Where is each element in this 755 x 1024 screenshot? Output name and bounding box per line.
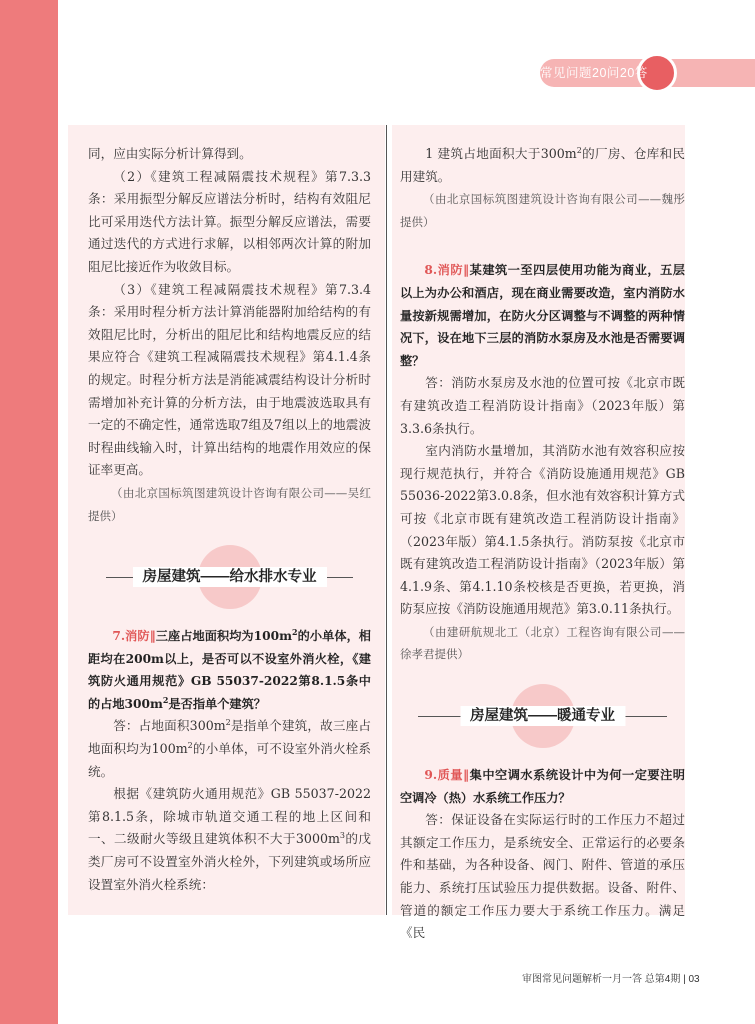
paragraph: （3）《建筑工程减隔震技术规程》第7.3.4条：采用时程分析方法计算消能器附加给结构的有效阻尼比时，分析出的阻尼比和结构地震反应的结果应符合《建筑工程减隔震技术规程》第4.1.4条的规定。时程分析方法是消能减震结构设计分析时需增加补充计算的分析方法，由于地震波选取具有一定的不确定性，通常选取7组及7组以上的地震波时程曲线输入时，计算出结构的地震作用效应的保证率更高。 (88, 281, 371, 478)
question-text: 集中空调水系统设计中为何一定要注明空调冷（热）水系统工作压力？ (400, 768, 685, 805)
question-8 (400, 259, 685, 372)
paragraph: 1 建筑占地面积大于$300m^2$的厂房、仓库和民用建筑。 (400, 145, 686, 184)
paragraph: 同，应由实际分析计算得到。 (88, 146, 252, 161)
section-title: 房屋建筑——给水排水专业 (133, 567, 327, 587)
question-text: 是否指单个建筑？ (168, 696, 266, 711)
answer-paragraph: 根据《建筑防火通用规范》GB 55037-2022第8.1.5条，除城市轨道交通工程的地上区间和一、二级耐火等级且建筑体积不大于$3000m^3$的戊类厂房可不设置室外消火栓外，下列建筑或场所应设置室外消火栓系统： (88, 786, 372, 892)
paragraph-text: 1 建筑占地面积大于300m (425, 146, 577, 161)
right-column (400, 143, 685, 945)
side-color-band (0, 0, 58, 1024)
section-heading (88, 541, 371, 613)
section-heading (400, 680, 685, 752)
answer-text: 答：占地面积300m (113, 718, 226, 734)
question-text: 三座占地面积均为100m (155, 629, 292, 644)
paragraph-text: 的厂房、仓库和民用建筑。 (400, 146, 686, 184)
answer-paragraph: 答：保证设备在实际运行时的工作压力不超过其额定工作压力，是系统安全、正常运行的必要条件和基础，为各种设备、阀门、附件、管道的承压能力、系统打压试验压力提供数据。设备、附件、管道的额定工作压力要大于系统工作压力。满足《民 (400, 812, 685, 941)
column-divider (386, 125, 387, 915)
question-number: 9.质量 (424, 768, 464, 783)
question-text: 某建筑一至四层使用功能为商业，五层以上为办公和酒店，现在商业需要改造，室内消防水量按新规需增加，在防火分区调整与不调整的两种情况下，设在地下三层的消防水泵房及水池是否需要调整？ (400, 263, 685, 368)
question-number: 7.消防 (112, 629, 150, 644)
question-9 (400, 764, 685, 809)
credit-line: （由北京国标筑图建筑设计咨询有限公司——魏彤提供） (400, 192, 685, 229)
answer-text: 的小单体，可不设室外消火栓系统。 (88, 741, 372, 779)
header-tag (524, 55, 755, 93)
question-separator: ‖ (149, 629, 156, 644)
section-title: 房屋建筑——暖通专业 (460, 706, 625, 726)
left-column (88, 143, 371, 896)
question-text: 的小单体，相距均在200m以上，是否可以不设室外消火栓，《建筑防火通用规范》GB 55037-2022第8.1.5条中的占地300m (88, 629, 371, 711)
page-footer: 审图常见问题解析一月一答 总第4期 | 03 (522, 974, 700, 985)
paragraph: （2）《建筑工程减隔震技术规程》第7.3.3条：采用振型分解反应谱法分析时，结构有效阻尼比可采用迭代方法计算。振型分解反应谱法，需要通过迭代的方式进行求解，以相邻两次计算的附加阻尼比接近作为收敛目标。 (88, 168, 371, 274)
answer-paragraph: 答：消防水泵房及水池的位置可按《北京市既有建筑改造工程消防设计指南》（2023年版）第3.3.6条执行。 (400, 375, 685, 436)
answer-text: 根据《建筑防火通用规范》GB 55037-2022第8.1.5条，除城市轨道交通工程的地上区间和一、二级耐火等级且建筑体积不大于3000m (88, 786, 371, 847)
question-separator: ‖ (463, 768, 470, 783)
question-7: 7.消防‖三座占地面积均为$100m^2$的小单体，相距均在200m以上，是否可以不设室外消火栓，《建筑防火通用规范》GB 55037-2022第8.1.5条中的占地$300m^2$是否指单个建筑？ (88, 627, 371, 711)
credit-line: （由建研航规北工（北京）工程咨询有限公司——徐孝君提供） (400, 624, 685, 662)
answer-text: 是指单个建筑，故三座占地面积均为100m (88, 718, 372, 757)
answer-text: 的戊类厂房可不设置室外消火栓外，下列建筑或场所应设置室外消火栓系统： (88, 831, 372, 892)
answer-paragraph: 答：占地面积$300m^2$是指单个建筑，故三座占地面积均为$100m^2$的小单体，可不设室外消火栓系统。 (88, 718, 372, 779)
question-number: 8.消防 (424, 263, 464, 278)
credit-line: （由北京国标筑图建筑设计咨询有限公司——吴红提供） (88, 485, 371, 523)
question-separator: ‖ (463, 263, 470, 278)
header-tag-text: 常见问题20问20答 (540, 66, 648, 80)
answer-paragraph: 室内消防水量增加，其消防水池有效容积应按现行规范执行，并符合《消防设施通用规范》GB 55036-2022第3.0.8条，但水池有效容积计算方式可按《北京市既有建筑改造工程消防设计指南》（2023年版）第4.1.5条执行。消防泵按《北京市既有建筑改造工程消防设计指南》（2023年版）第4.1.9条、第4.1.10条校核是否更换，若更换，消防泵应按《消防设施通用规范》第3.0.11条执行。 (400, 443, 685, 617)
